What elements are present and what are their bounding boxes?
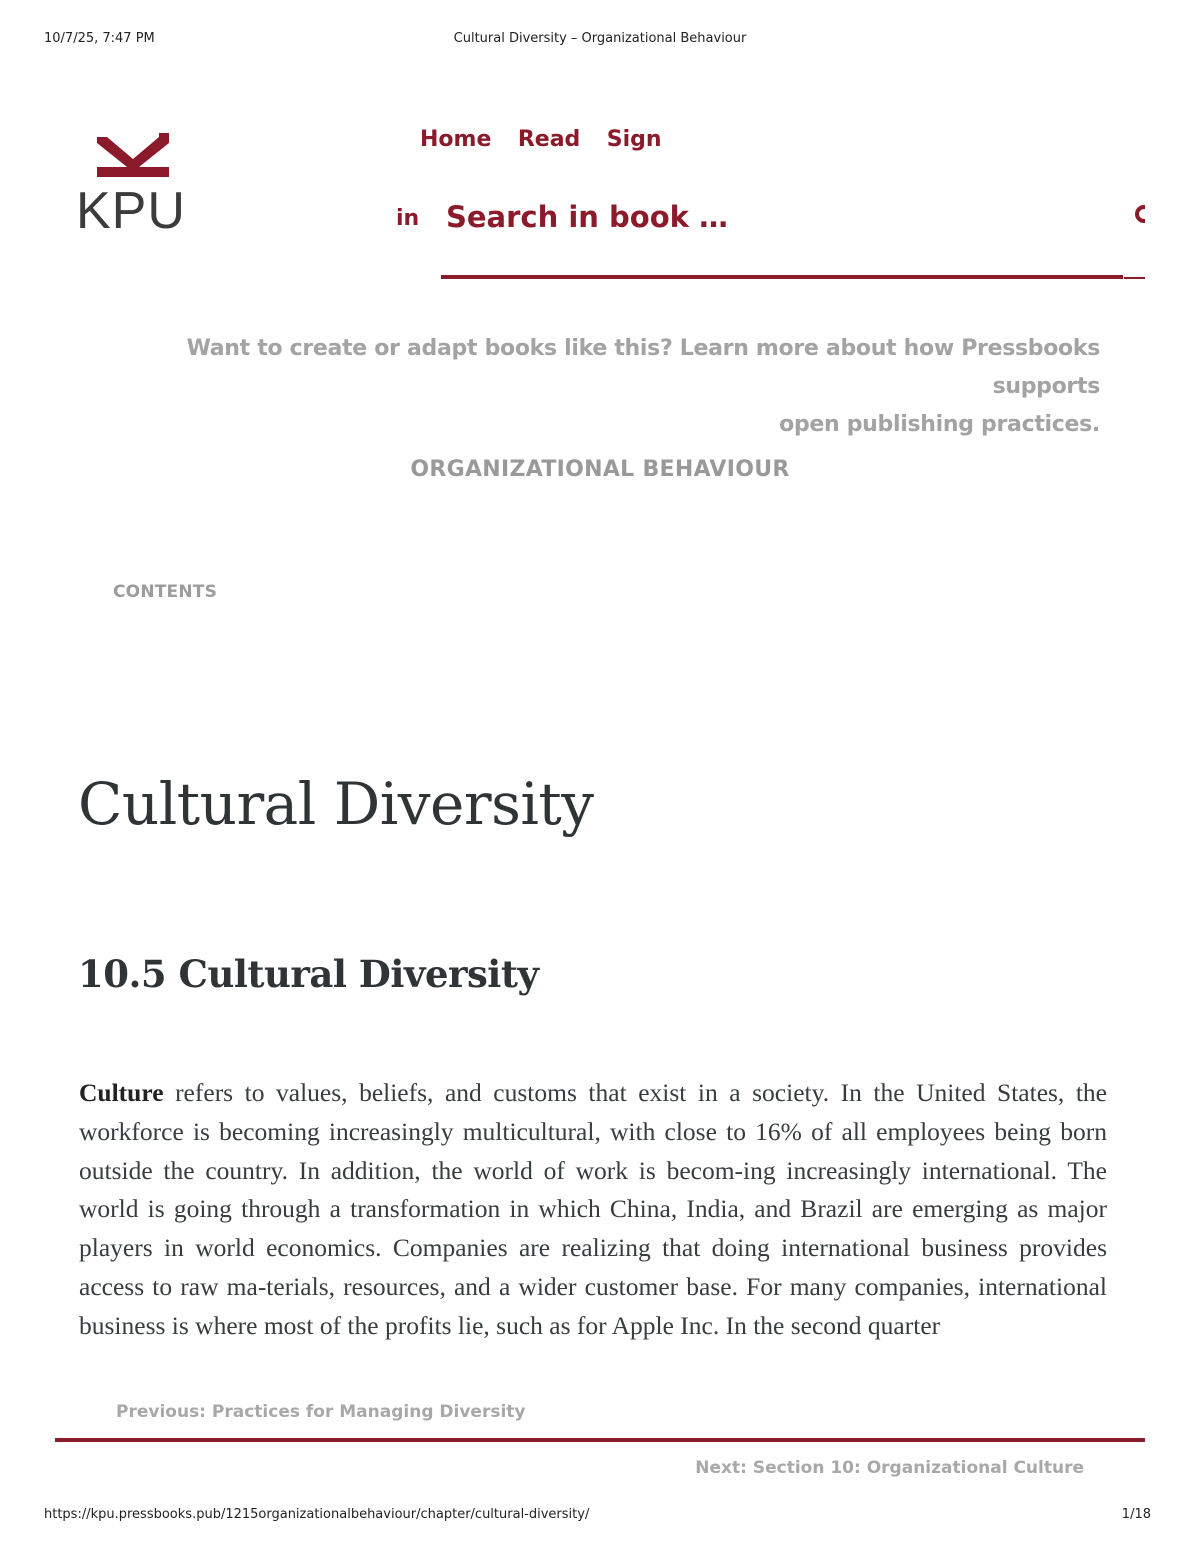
print-page-number: 1/18: [1121, 1507, 1151, 1522]
search-icon[interactable]: [1135, 205, 1145, 225]
nav-home-link[interactable]: Home: [420, 127, 492, 152]
print-datetime: 10/7/25, 7:47 PM: [44, 31, 155, 46]
search-underline-end: [1124, 277, 1145, 279]
logo-text: KPU: [76, 182, 186, 240]
section-title: 10.5 Cultural Diversity: [78, 952, 539, 996]
kpu-logo-mark-icon: [97, 133, 169, 177]
pagination-divider: [55, 1438, 1145, 1442]
book-title[interactable]: ORGANIZATIONAL BEHAVIOUR: [410, 457, 790, 482]
promo-line-1: Want to create or adapt books like this? Learn more about how Pressbooks supports: [186, 336, 1100, 399]
contents-toggle[interactable]: CONTENTS: [113, 582, 218, 602]
search-underline: [441, 275, 1123, 279]
print-header: [0, 31, 1200, 49]
search-input[interactable]: [446, 193, 1106, 241]
pressbooks-promo[interactable]: [100, 330, 1100, 444]
search-form: [441, 193, 1145, 281]
print-footer: [0, 1507, 1200, 1525]
print-url: https://kpu.pressbooks.pub/1215organizationalbehaviour/chapter/cultural-diversity/: [44, 1507, 590, 1522]
next-chapter-link[interactable]: Next: Section 10: Organizational Culture: [695, 1458, 1084, 1478]
nav-sign-in-link-continued[interactable]: in: [396, 206, 420, 231]
kpu-logo[interactable]: [76, 133, 192, 241]
culture-term: Culture: [79, 1078, 164, 1107]
previous-chapter-link[interactable]: Previous: Practices for Managing Diversity: [116, 1402, 526, 1422]
body-paragraph-text: refers to values, beliefs, and customs that exist in a society. In the United States, the workforce is becoming increasingly multicultural, with close to 16% of all employees being born outside the country. In addition, the world of work is becom-ing increasingly international. The world is going through a transformation in which China, India, and Brazil are emerging as major players in world economics. Companies are realizing that doing international business provides access to raw ma-terials, resources, and a wider customer base. For many companies, international business is where most of the profits lie, such as for Apple Inc. In the second quarter: [79, 1078, 1107, 1340]
nav-read-link[interactable]: Read: [517, 127, 581, 152]
main-nav: [420, 123, 684, 157]
chapter-title: Cultural Diversity: [78, 770, 594, 838]
nav-sign-in-link[interactable]: Sign: [606, 127, 662, 152]
promo-line-2: open publishing practices.: [779, 412, 1100, 437]
body-paragraph: [79, 1074, 1107, 1394]
print-page-title: Cultural Diversity – Organizational Behaviour: [453, 31, 747, 46]
